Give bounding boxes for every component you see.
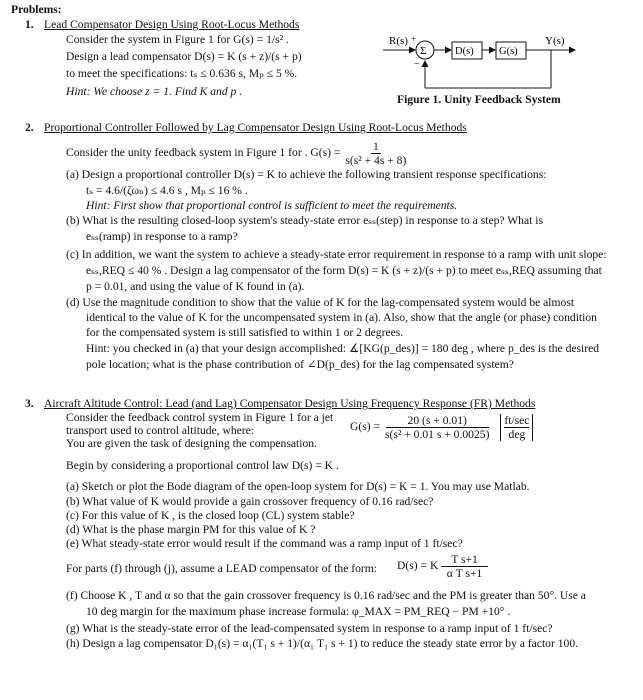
part-2c-cont: eₛₛ,REQ ≤ 40 % . Design a lag compensator of the form D(s) = K (s + z)/(s + p) to meet eₛₛ,REQ assuming that bbox=[86, 264, 602, 277]
part-2d: (d) Use the magnitude condition to show that the value of K for the lag-compensated system would be almost bbox=[66, 296, 575, 309]
lead-numerator: T s+1 bbox=[441, 553, 488, 567]
part-2d-hint: Hint: you checked in (a) that your design accomplished: ∡[KG(p_des)] = 180 deg , where p_des is the desired bbox=[86, 342, 600, 355]
problem-1-line: Consider the system in Figure 1 for G(s) = 1/s² . bbox=[66, 33, 289, 46]
sum-symbol: Σ bbox=[420, 45, 427, 57]
problem-2-intro-text: Consider the unity feedback system in Figure 1 for . G(s) = bbox=[66, 146, 341, 160]
controller-block-label: D(s) bbox=[455, 46, 474, 57]
part-2c: (c) In addition, we want the system to achieve a steady-state error requirement in response to a ramp with unit slope: bbox=[66, 248, 607, 261]
part-2b: (b) What is the resulting closed-loop system's steady-state error eₛₛ(step) in response to a step? What is bbox=[66, 214, 543, 227]
aircraft-tf-denominator: s(s² + 0.01 s + 0.0025) bbox=[384, 428, 490, 441]
tf-denominator: s(s² + 4s + 8) bbox=[345, 154, 407, 167]
part-3h: (h) Design a lag compensator D₁(s) = α₁(T₁ s + 1)/(α₁ T₁ s + 1) to reduce the steady state error by a factor 100. bbox=[66, 637, 579, 650]
aircraft-tf-label: G(s) = bbox=[350, 420, 381, 434]
lead-compensator-formula bbox=[397, 553, 488, 580]
part-2a-hint: Hint: First show that proportional control is sufficient to meet the requirements. bbox=[86, 199, 458, 212]
part-3a: (a) Sketch or plot the Bode diagram of the open-loop system for D(s) = K = 1. You may use Matlab. bbox=[66, 480, 530, 493]
lead-denominator: α T s+1 bbox=[446, 567, 483, 580]
figure-1-caption: Figure 1. Unity Feedback System bbox=[397, 93, 561, 106]
aircraft-tf-numerator: 20 (s + 0.01) bbox=[386, 414, 489, 428]
problem-1-hint: Hint: We choose z = 1. Find K and p . bbox=[66, 85, 243, 98]
unit-numerator: ft/sec bbox=[504, 414, 530, 427]
problem-3-intro: You are given the task of designing the compensation. bbox=[66, 437, 317, 450]
problem-3-intro: Consider the feedback control system in Figure 1 for a jet bbox=[66, 411, 334, 424]
part-3e: (e) What steady-state error would result if the command was a ramp input of 1 ft/sec? bbox=[66, 537, 463, 550]
plant-block-label: G(s) bbox=[499, 46, 518, 57]
problem-2-title: Proportional Controller Followed by Lag Compensator Design Using Root-Locus Methods bbox=[44, 121, 467, 134]
problem-1-title: Lead Compensator Design Using Root-Locus Methods bbox=[44, 18, 300, 31]
figure-r-label: R(s) bbox=[389, 35, 408, 47]
plus-sign: + bbox=[411, 34, 417, 44]
figure-y-label: Y(s) bbox=[545, 35, 565, 47]
page-heading: Problems: bbox=[11, 3, 62, 16]
problem-1-number: 1. bbox=[25, 18, 34, 31]
aircraft-tf-fraction bbox=[383, 414, 491, 441]
part-3f: (f) Choose K , T and α so that the gain crossover frequency is 0.16 rad/sec and the PM is greater than 50°. Use a bbox=[66, 589, 586, 602]
part-3d: (d) What is the phase margin PM for this value of K ? bbox=[66, 523, 316, 536]
problem-2-intro bbox=[66, 140, 408, 167]
tf-numerator: 1 bbox=[372, 140, 379, 153]
problem-3-begin: Begin by considering a proportional control law D(s) = K . bbox=[66, 459, 339, 472]
aircraft-tf-units bbox=[500, 414, 533, 441]
part-2d-cont: for the compensated system is still satisfied to within 1 or 2 degrees. bbox=[86, 326, 404, 339]
part-2b-cont: eₛₛ(ramp) in response to a ramp? bbox=[86, 230, 238, 243]
problem-3-number: 3. bbox=[25, 397, 34, 410]
problem-3-title: Aircraft Altitude Control: Lead (and Lag) Compensator Design Using Frequency Response (FR) Methods bbox=[44, 397, 536, 410]
problem-3-intro: transport used to control altitude, where: bbox=[66, 424, 255, 437]
problem-1-line: Design a lead compensator D(s) = K (s + z)/(s + p) bbox=[66, 50, 302, 63]
part-3f-cont: 10 deg margin for the maximum phase increase formula: φ_MAX = PM_REQ − PM +10° . bbox=[86, 605, 511, 618]
part-3c: (c) For this value of K , is the closed loop (CL) system stable? bbox=[66, 509, 355, 522]
part-2a: (a) Design a proportional controller D(s) = K to achieve the following transient response specifications: bbox=[66, 168, 547, 181]
part-2c-cont: p = 0.01, and using the value of K found in (a). bbox=[86, 280, 305, 293]
part-2a-spec: tₛ = 4.6/(ζωₙ) ≤ 4.6 s , Mₚ ≤ 16 % . bbox=[86, 184, 248, 197]
problem-3-lead-intro: For parts (f) through (j), assume a LEAD compensator of the form: bbox=[66, 562, 378, 575]
part-3b: (b) What value of K would provide a gain crossover frequency of 0.16 rad/sec? bbox=[66, 495, 434, 508]
problem-1-line: to meet the specifications: tₛ ≤ 0.636 s, Mₚ ≤ 5 %. bbox=[66, 67, 298, 80]
lead-formula-fraction bbox=[441, 553, 488, 580]
figure-1-block-diagram bbox=[383, 30, 583, 102]
problem-2-number: 2. bbox=[25, 121, 34, 134]
aircraft-transfer-function bbox=[350, 414, 533, 441]
transfer-function-fraction bbox=[343, 140, 408, 167]
part-2d-cont: identical to the value of K for the uncompensated system in (a). Also, show that the angle (or phase) condition bbox=[86, 311, 597, 324]
minus-sign: − bbox=[414, 59, 420, 70]
unit-denominator: deg bbox=[508, 428, 526, 441]
part-2d-hint-cont: pole location; what is the phase contribution of ∠D(p_des) for the lag compensated system? bbox=[86, 358, 514, 371]
part-3g: (g) What is the steady-state error of the lead-compensated system in response to a ramp input of 1 ft/sec? bbox=[66, 622, 553, 635]
lead-formula-label: D(s) = K bbox=[397, 559, 439, 573]
